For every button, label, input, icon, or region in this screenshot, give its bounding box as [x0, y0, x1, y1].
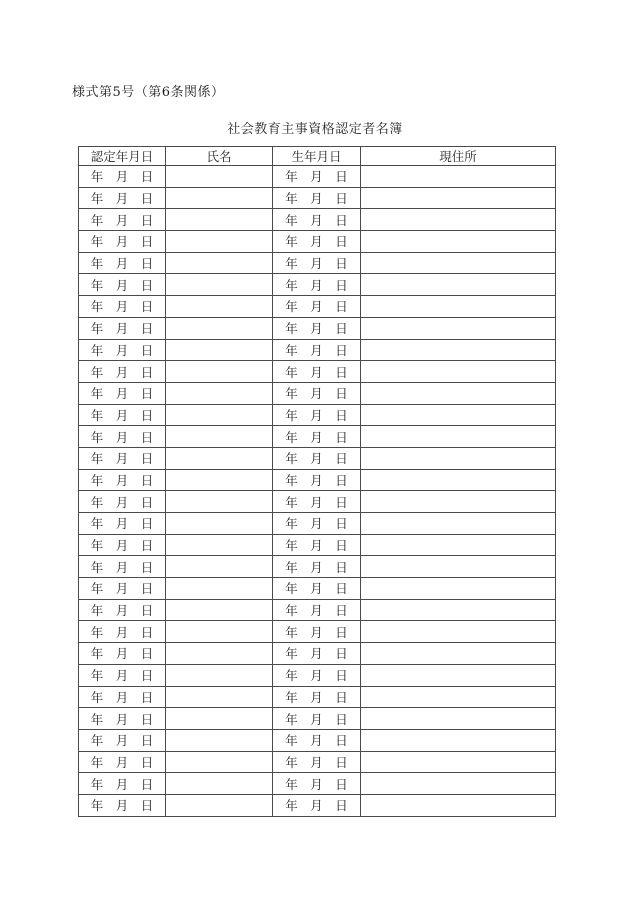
table-row	[79, 469, 556, 491]
address-cell	[361, 773, 556, 795]
address-cell	[361, 231, 556, 253]
address-cell	[361, 426, 556, 448]
table-row	[79, 404, 556, 426]
address-cell	[361, 751, 556, 773]
address-cell	[361, 252, 556, 274]
name-cell	[166, 404, 273, 426]
name-cell	[166, 339, 273, 361]
name-cell	[166, 469, 273, 491]
address-cell	[361, 447, 556, 469]
table-row	[79, 751, 556, 773]
birth-date-cell: 年 月 日	[273, 621, 361, 643]
table-body	[79, 166, 556, 817]
certification-date-cell: 年 月 日	[79, 426, 166, 448]
birth-date-cell: 年 月 日	[273, 751, 361, 773]
table-row	[79, 773, 556, 795]
certification-date-cell: 年 月 日	[79, 469, 166, 491]
certified-persons-table	[78, 146, 556, 817]
birth-date-cell: 年 月 日	[273, 469, 361, 491]
address-cell	[361, 296, 556, 318]
document-title: 社会教育主事資格認定者名簿	[227, 122, 403, 137]
table-row	[79, 187, 556, 209]
address-cell	[361, 382, 556, 404]
birth-date-cell: 年 月 日	[273, 686, 361, 708]
birth-date-cell: 年 月 日	[273, 361, 361, 383]
header-birth-date: 生年月日	[273, 147, 361, 166]
certification-date-cell: 年 月 日	[79, 664, 166, 686]
birth-date-cell: 年 月 日	[273, 252, 361, 274]
birth-date-cell: 年 月 日	[273, 382, 361, 404]
name-cell	[166, 209, 273, 231]
certification-date-cell: 年 月 日	[79, 621, 166, 643]
name-cell	[166, 166, 273, 188]
address-cell	[361, 404, 556, 426]
certification-date-cell: 年 月 日	[79, 166, 166, 188]
certification-date-cell: 年 月 日	[79, 491, 166, 513]
address-cell	[361, 556, 556, 578]
birth-date-cell: 年 月 日	[273, 578, 361, 600]
name-cell	[166, 578, 273, 600]
certification-date-cell: 年 月 日	[79, 447, 166, 469]
birth-date-cell: 年 月 日	[273, 794, 361, 816]
birth-date-cell: 年 月 日	[273, 643, 361, 665]
header-address: 現住所	[361, 147, 556, 166]
name-cell	[166, 621, 273, 643]
birth-date-cell: 年 月 日	[273, 708, 361, 730]
table-row	[79, 491, 556, 513]
name-cell	[166, 751, 273, 773]
table-row	[79, 426, 556, 448]
address-cell	[361, 794, 556, 816]
address-cell	[361, 664, 556, 686]
address-cell	[361, 469, 556, 491]
birth-date-cell: 年 月 日	[273, 339, 361, 361]
certification-date-cell: 年 月 日	[79, 296, 166, 318]
address-cell	[361, 187, 556, 209]
table-row	[79, 382, 556, 404]
name-cell	[166, 361, 273, 383]
birth-date-cell: 年 月 日	[273, 773, 361, 795]
name-cell	[166, 382, 273, 404]
name-cell	[166, 556, 273, 578]
table-row	[79, 621, 556, 643]
birth-date-cell: 年 月 日	[273, 491, 361, 513]
name-cell	[166, 664, 273, 686]
table-row	[79, 252, 556, 274]
table-row	[79, 361, 556, 383]
address-cell	[361, 708, 556, 730]
name-cell	[166, 534, 273, 556]
name-cell	[166, 643, 273, 665]
address-cell	[361, 621, 556, 643]
table-row	[79, 296, 556, 318]
birth-date-cell: 年 月 日	[273, 513, 361, 535]
certification-date-cell: 年 月 日	[79, 187, 166, 209]
table-row	[79, 317, 556, 339]
certification-date-cell: 年 月 日	[79, 794, 166, 816]
certification-date-cell: 年 月 日	[79, 231, 166, 253]
certification-date-cell: 年 月 日	[79, 361, 166, 383]
certification-date-cell: 年 月 日	[79, 708, 166, 730]
table-row	[79, 556, 556, 578]
birth-date-cell: 年 月 日	[273, 187, 361, 209]
table-row	[79, 729, 556, 751]
address-cell	[361, 491, 556, 513]
certification-date-cell: 年 月 日	[79, 751, 166, 773]
birth-date-cell: 年 月 日	[273, 404, 361, 426]
birth-date-cell: 年 月 日	[273, 729, 361, 751]
address-cell	[361, 339, 556, 361]
birth-date-cell: 年 月 日	[273, 209, 361, 231]
certification-date-cell: 年 月 日	[79, 252, 166, 274]
name-cell	[166, 317, 273, 339]
birth-date-cell: 年 月 日	[273, 426, 361, 448]
certification-date-cell: 年 月 日	[79, 686, 166, 708]
address-cell	[361, 578, 556, 600]
birth-date-cell: 年 月 日	[273, 274, 361, 296]
table-row	[79, 339, 556, 361]
name-cell	[166, 708, 273, 730]
table-row	[79, 708, 556, 730]
name-cell	[166, 599, 273, 621]
address-cell	[361, 686, 556, 708]
name-cell	[166, 252, 273, 274]
table-row	[79, 599, 556, 621]
name-cell	[166, 274, 273, 296]
header-name: 氏名	[166, 147, 273, 166]
table-row	[79, 209, 556, 231]
birth-date-cell: 年 月 日	[273, 664, 361, 686]
table-row	[79, 794, 556, 816]
form-number-label: 様式第5号（第6条関係）	[72, 85, 225, 100]
certification-date-cell: 年 月 日	[79, 534, 166, 556]
name-cell	[166, 187, 273, 209]
name-cell	[166, 447, 273, 469]
birth-date-cell: 年 月 日	[273, 534, 361, 556]
address-cell	[361, 643, 556, 665]
certification-date-cell: 年 月 日	[79, 729, 166, 751]
certification-date-cell: 年 月 日	[79, 643, 166, 665]
table-row	[79, 686, 556, 708]
name-cell	[166, 296, 273, 318]
table-row	[79, 231, 556, 253]
table-row	[79, 534, 556, 556]
address-cell	[361, 166, 556, 188]
birth-date-cell: 年 月 日	[273, 231, 361, 253]
certification-date-cell: 年 月 日	[79, 556, 166, 578]
address-cell	[361, 274, 556, 296]
table-row	[79, 447, 556, 469]
address-cell	[361, 599, 556, 621]
header-certification-date: 認定年月日	[79, 147, 166, 166]
table-row	[79, 664, 556, 686]
address-cell	[361, 317, 556, 339]
certification-date-cell: 年 月 日	[79, 274, 166, 296]
certification-date-cell: 年 月 日	[79, 513, 166, 535]
name-cell	[166, 773, 273, 795]
certification-date-cell: 年 月 日	[79, 404, 166, 426]
address-cell	[361, 361, 556, 383]
table-header-row	[79, 147, 556, 166]
birth-date-cell: 年 月 日	[273, 599, 361, 621]
address-cell	[361, 513, 556, 535]
address-cell	[361, 534, 556, 556]
name-cell	[166, 729, 273, 751]
table-row	[79, 643, 556, 665]
name-cell	[166, 686, 273, 708]
birth-date-cell: 年 月 日	[273, 447, 361, 469]
table-row	[79, 578, 556, 600]
name-cell	[166, 794, 273, 816]
certification-date-cell: 年 月 日	[79, 317, 166, 339]
certification-date-cell: 年 月 日	[79, 209, 166, 231]
name-cell	[166, 426, 273, 448]
certification-date-cell: 年 月 日	[79, 339, 166, 361]
certification-date-cell: 年 月 日	[79, 578, 166, 600]
certification-date-cell: 年 月 日	[79, 599, 166, 621]
table-row	[79, 513, 556, 535]
name-cell	[166, 513, 273, 535]
name-cell	[166, 231, 273, 253]
birth-date-cell: 年 月 日	[273, 166, 361, 188]
certification-date-cell: 年 月 日	[79, 773, 166, 795]
table-row	[79, 274, 556, 296]
table-row	[79, 166, 556, 188]
birth-date-cell: 年 月 日	[273, 317, 361, 339]
address-cell	[361, 209, 556, 231]
name-cell	[166, 491, 273, 513]
birth-date-cell: 年 月 日	[273, 296, 361, 318]
certification-date-cell: 年 月 日	[79, 382, 166, 404]
address-cell	[361, 729, 556, 751]
birth-date-cell: 年 月 日	[273, 556, 361, 578]
